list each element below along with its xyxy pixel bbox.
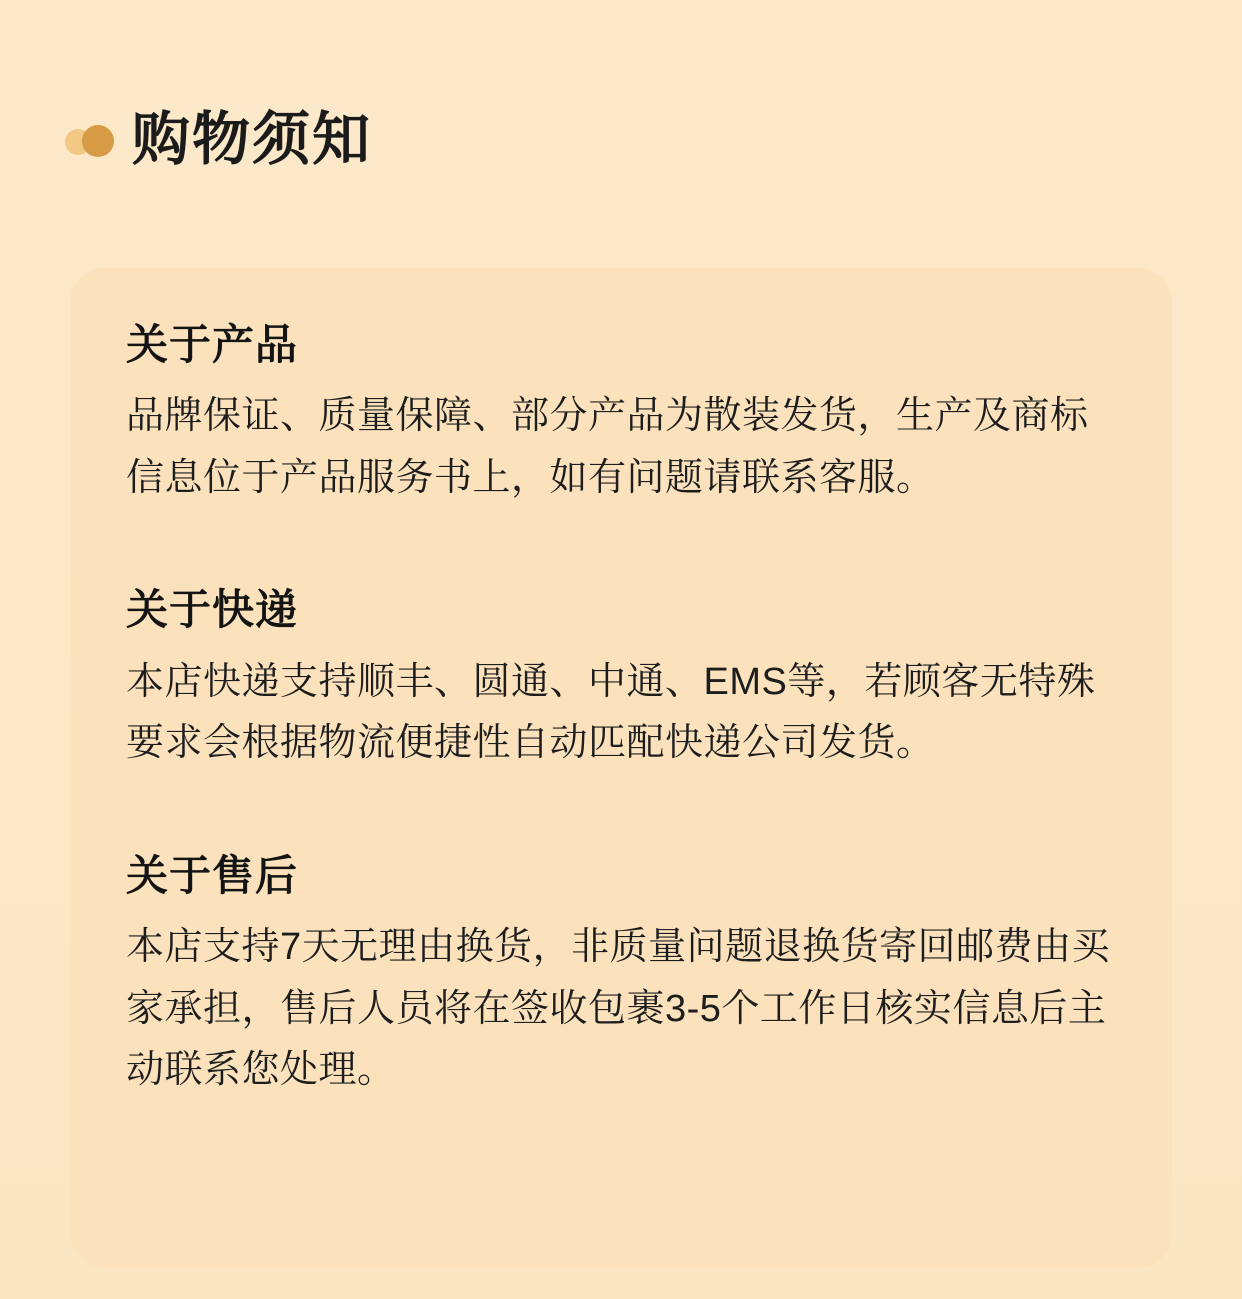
section-title-about-shipping: 关于快递 [126,586,299,634]
section-title-about-product: 关于产品 [126,320,299,368]
section-title-after-sales: 关于售后 [126,851,299,899]
section-about-product [126,320,1116,509]
two-dots-icon-dark-circle [82,125,114,157]
section-body-about-shipping: 本店快递支持顺丰、圆通、中通、EMS等，若顾客无特殊要求会根据物流便捷性自动匹配快递公司发货。 [126,660,1096,765]
two-dots-icon [62,121,118,159]
section-about-shipping [126,585,1116,774]
section-body-about-product: 品牌保证、质量保障、部分产品为散装发货，生产及商标信息位于产品服务书上，如有问题请联系客服。 [126,395,1089,499]
page-header [0,0,1242,208]
section-after-sales [126,851,1116,1102]
section-body-after-sales: 本店支持7天无理由换货，非质量问题退换货寄回邮费由买家承担，售后人员将在签收包裹3-5个工作日核实信息后主动联系您处理。 [126,926,1111,1092]
notice-card [70,268,1172,1268]
page-title: 购物须知 [132,106,373,172]
